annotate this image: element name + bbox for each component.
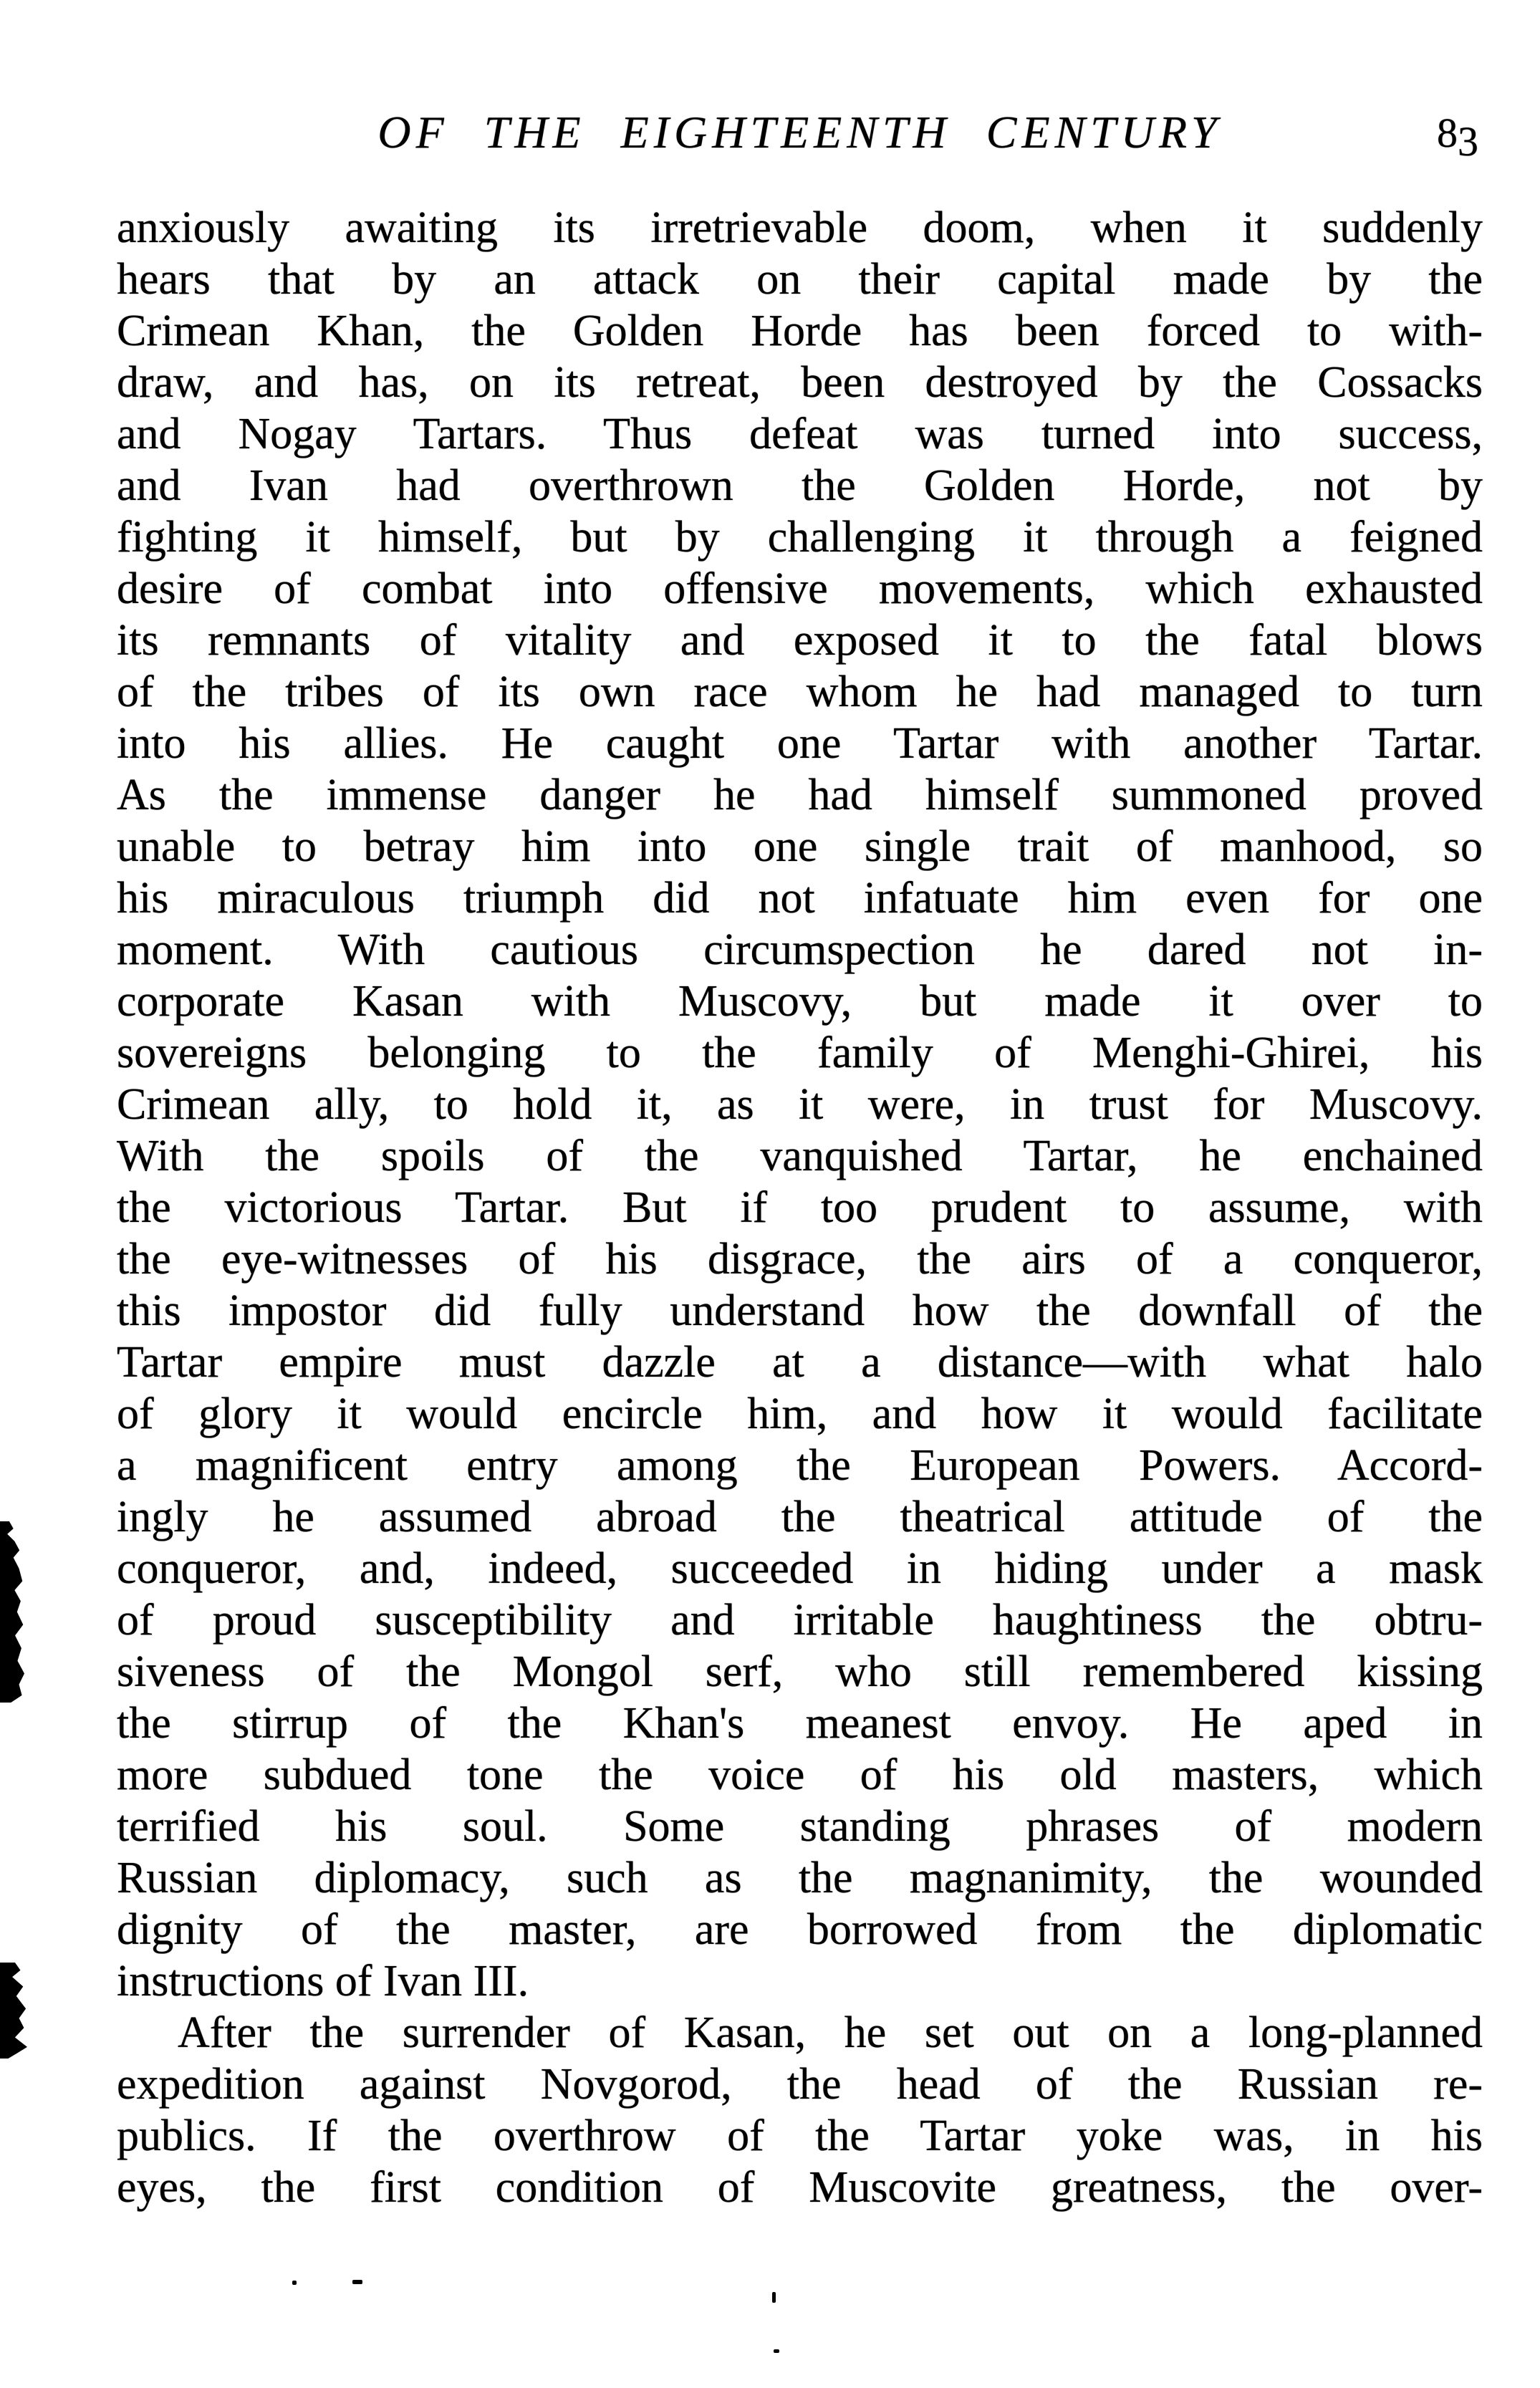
text-line: After the surrender of Kasan, he set out on a long-planned [178, 2008, 1483, 2057]
text-line: moment. With cautious circumspection he dared not in- [117, 925, 1483, 974]
text-line: its remnants of vitality and exposed it to the fatal blows [117, 616, 1483, 665]
text-line: publics. If the overthrow of the Tartar yoke was, in his [117, 2112, 1483, 2160]
text-line: the stirrup of the Khan's meanest envoy. He aped in [117, 1699, 1483, 1748]
text-line: Crimean Khan, the Golden Horde has been forced to with- [117, 307, 1483, 355]
text-line: of the tribes of its own race whom he had managed to turn [117, 668, 1483, 716]
text-line: instructions of Ivan III. [117, 1957, 529, 2006]
text-line: sovereigns belonging to the family of Menghi-Ghirei, his [117, 1029, 1483, 1077]
text-line: his miraculous triumph did not infatuate him even for one [117, 874, 1483, 923]
scan-speck [774, 2349, 779, 2353]
text-line: more subdued tone the voice of his old masters, which [117, 1751, 1483, 1799]
text-line: terrified his soul. Some standing phrases of modern [117, 1802, 1483, 1851]
ink-blob [0, 1963, 27, 2059]
text-line: As the immense danger he had himself summoned proved [117, 771, 1483, 819]
text-line: the eye-witnesses of his disgrace, the airs of a conqueror, [117, 1235, 1483, 1284]
text-line: the victorious Tartar. But if too prudent to assume, with [117, 1183, 1483, 1232]
text-line: draw, and has, on its retreat, been destroyed by the Cossacks [117, 358, 1483, 407]
text-line: into his allies. He caught one Tartar with another Tartar. [117, 719, 1483, 768]
text-line: eyes, the first condition of Muscovite greatness, the over- [117, 2163, 1483, 2212]
text-line: siveness of the Mongol serf, who still remembered kissing [117, 1647, 1483, 1696]
text-line: expedition against Novgorod, the head of the Russian re- [117, 2060, 1483, 2109]
text-line: of proud susceptibility and irritable haughtiness the obtru- [117, 1596, 1483, 1645]
text-line: a magnificent entry among the European Powers. Accord- [117, 1441, 1483, 1490]
page-number [1437, 109, 1478, 165]
text-line: With the spoils of the vanquished Tartar, he enchained [117, 1132, 1483, 1180]
text-line: Crimean ally, to hold it, as it were, in trust for Muscovy. [117, 1080, 1483, 1129]
text-line: ingly he assumed abroad the theatrical attitude of the [117, 1493, 1483, 1541]
text-line: corporate Kasan with Muscovy, but made it over to [117, 977, 1483, 1026]
text-line: of glory it would encircle him, and how it would facilitate [117, 1390, 1483, 1438]
text-line: hears that by an attack on their capital made by the [117, 255, 1483, 304]
scan-speck [772, 2292, 776, 2303]
ink-blob [0, 1521, 24, 1703]
scan-speck [292, 2281, 297, 2285]
text-line: conqueror, and, indeed, succeeded in hiding under a mask [117, 1544, 1483, 1593]
body-text [117, 202, 1483, 2213]
running-header [117, 106, 1483, 163]
text-line: and Ivan had overthrown the Golden Horde, not by [117, 461, 1483, 510]
text-line: desire of combat into offensive movements, which exhausted [117, 564, 1483, 613]
scan-speck [352, 2280, 362, 2284]
text-line: unable to betray him into one single trait of manhood, so [117, 822, 1483, 871]
text-line: dignity of the master, are borrowed from the diplomatic [117, 1905, 1483, 1954]
page-number-digit: 3 [1458, 118, 1478, 165]
text-line: Tartar empire must dazzle at a distance—with what halo [117, 1338, 1483, 1387]
page-title: OF THE EIGHTEENTH CENTURY [377, 107, 1222, 158]
page-number-digit: 8 [1437, 110, 1458, 156]
text-line: and Nogay Tartars. Thus defeat was turned into success, [117, 410, 1483, 458]
text-line: fighting it himself, but by challenging it through a feigned [117, 513, 1483, 562]
text-line: Russian diplomacy, such as the magnanimity, the wounded [117, 1854, 1483, 1902]
text-line: anxiously awaiting its irretrievable doom, when it suddenly [117, 203, 1483, 252]
text-line: this impostor did fully understand how the downfall of the [117, 1286, 1483, 1335]
